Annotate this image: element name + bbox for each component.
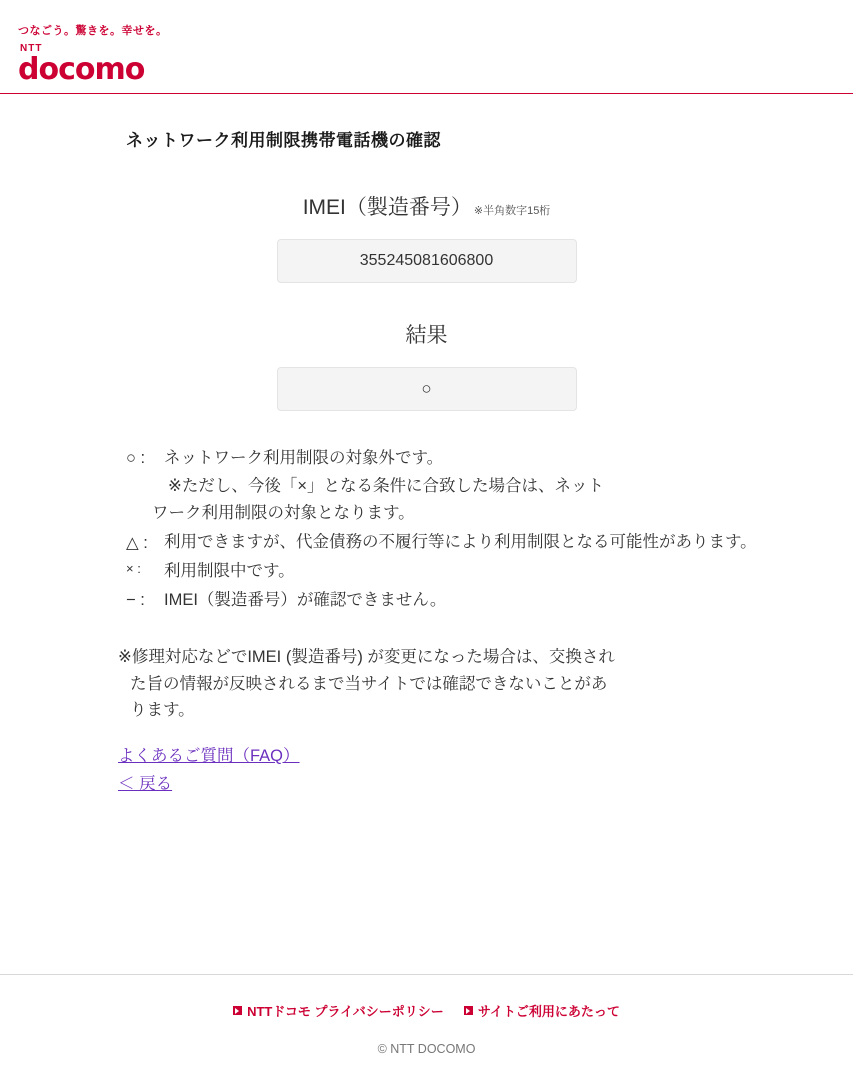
page-title: ネットワーク利用制限携帯電話機の確認 (126, 130, 441, 150)
legend-note (152, 473, 793, 526)
legend-item (122, 558, 793, 585)
legend-description: IMEI（製造番号）が確認できません。 (164, 591, 447, 610)
site-footer (0, 974, 853, 1080)
privacy-policy-label: NTTドコモ プライバシーポリシー (247, 1004, 444, 1019)
imei-value: 355245081606800 (277, 239, 577, 283)
ntt-logo-text: NTT (20, 43, 43, 54)
result-label: 結果 (405, 323, 448, 347)
arrow-right-icon (464, 1006, 473, 1015)
notice-line-3: ります。 (130, 701, 195, 720)
back-link[interactable]: ＜ 戻る (118, 775, 173, 794)
result-field-block (60, 319, 793, 411)
copyright-text: © NTT DOCOMO (377, 1042, 476, 1056)
legend-symbol: × : (126, 561, 141, 577)
terms-of-use-label: サイトご利用にあたって (477, 1004, 620, 1019)
link-list (118, 742, 793, 798)
privacy-policy-link[interactable] (233, 1001, 444, 1020)
legend-note-line2: ワーク利用制限の対象となります。 (152, 503, 415, 522)
legend-symbol: △ : (126, 533, 148, 552)
result-value: ○ (277, 367, 577, 411)
docomo-logo[interactable] (18, 44, 853, 85)
site-header (0, 0, 853, 94)
main-content (0, 94, 853, 883)
faq-link[interactable]: よくあるご質問（FAQ） (118, 746, 300, 765)
imei-field-block (60, 191, 793, 283)
brand-tagline: つなごう。驚きを。幸せを。 (18, 25, 168, 37)
legend-item (122, 445, 793, 472)
docomo-logo-text: docomo (18, 52, 145, 87)
notice-line-1: ※修理対応などでIMEI (製造番号) が変更になった場合は、交換され (118, 647, 615, 666)
notice-line-2: た旨の情報が反映されるまで当サイトでは確認できないことがあ (130, 674, 608, 693)
imei-label: IMEI（製造番号） (302, 195, 472, 219)
footer-link-list (0, 1001, 853, 1020)
terms-of-use-link[interactable] (464, 1001, 620, 1020)
legend-item (122, 587, 793, 614)
legend-item-note (122, 473, 793, 526)
legend-description: 利用できますが、代金債務の不履行等により利用制限となる可能性があります。 (164, 532, 757, 551)
legend-symbol: ○ : (126, 448, 146, 467)
notice-text (118, 644, 738, 724)
imei-note: ※半角数字15桁 (473, 204, 551, 217)
legend-list (122, 445, 793, 614)
legend-item (122, 529, 793, 557)
arrow-right-icon (233, 1006, 242, 1015)
legend-description: 利用制限中です。 (164, 562, 295, 581)
legend-symbol: − : (126, 591, 145, 610)
legend-description: ネットワーク利用制限の対象外です。 (164, 448, 444, 467)
legend-note-line1: ※ただし、今後「×」となる条件に合致した場合は、ネット (168, 477, 604, 496)
